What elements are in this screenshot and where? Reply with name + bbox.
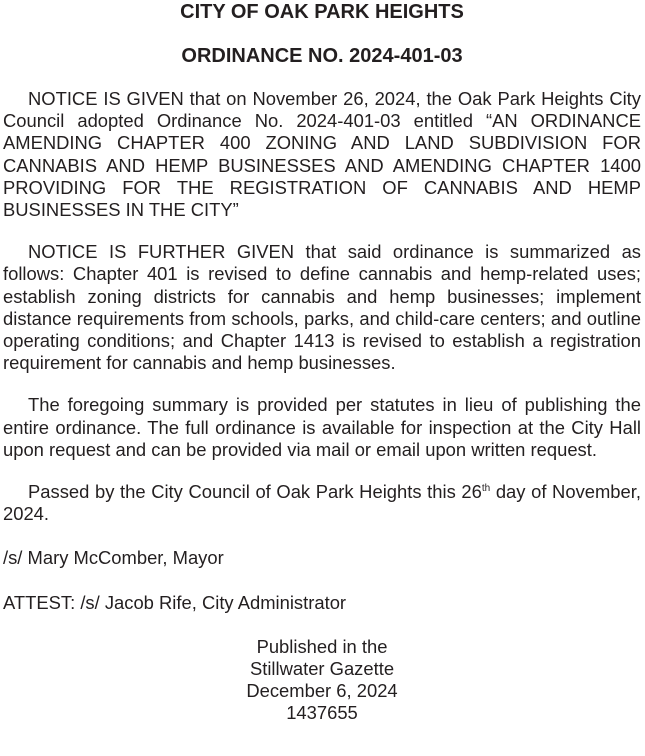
notice-paragraph-inspection: The foregoing summary is provided per statutes in lieu of publishing the entire ordinance. The full ordinance is available for inspection at the City Hall upon request and can be provided via mail or email upon written request. bbox=[3, 394, 641, 460]
publication-line-2: Stillwater Gazette bbox=[249, 658, 395, 680]
passed-statement bbox=[3, 481, 641, 525]
publication-info bbox=[3, 636, 641, 725]
notice-paragraph-summary: NOTICE IS FURTHER GIVEN that said ordinance is summarized as follows: Chapter 401 is revised to define cannabis and hemp-related uses; establish zoning districts for cannabis and hemp businesses; implement distance requirements from schools, parks, and child-care centers; and outline operating conditions; and Chapter 1413 is revised to establish a registration requirement for cannabis and hemp businesses. bbox=[3, 241, 641, 374]
publication-id: 1437655 bbox=[286, 702, 358, 724]
ordinance-title: ORDINANCE NO. 2024-401-03 bbox=[181, 45, 463, 67]
passed-text-after: day of November, 2024. bbox=[3, 481, 641, 525]
passed-ordinal-suffix: th bbox=[481, 482, 491, 494]
city-title: CITY OF OAK PARK HEIGHTS bbox=[180, 1, 464, 23]
publication-date: December 6, 2024 bbox=[246, 680, 398, 702]
legal-notice bbox=[3, 0, 641, 725]
mayor-signature: /s/ Mary McComber, Mayor bbox=[3, 547, 224, 569]
attest-signature: ATTEST: /s/ Jacob Rife, City Administrator bbox=[3, 591, 347, 613]
passed-text-before: Passed by the City Council of Oak Park Heights this 26 bbox=[28, 481, 482, 503]
notice-paragraph-adoption: NOTICE IS GIVEN that on November 26, 2024, the Oak Park Heights City Council adopted Ordinance No. 2024-401-03 entitled “AN ORDINANCE AMENDING CHAPTER 400 ZONING AND LAND SUBDIVISION FOR CANNABIS AND HEMP BUSINESSES AND AMENDING CHAPTER 1400 PROVIDING FOR THE REGISTRATION OF CANNABIS AND HEMP BUSINESSES IN THE CITY” bbox=[3, 88, 641, 221]
publication-line-1: Published in the bbox=[256, 635, 388, 657]
